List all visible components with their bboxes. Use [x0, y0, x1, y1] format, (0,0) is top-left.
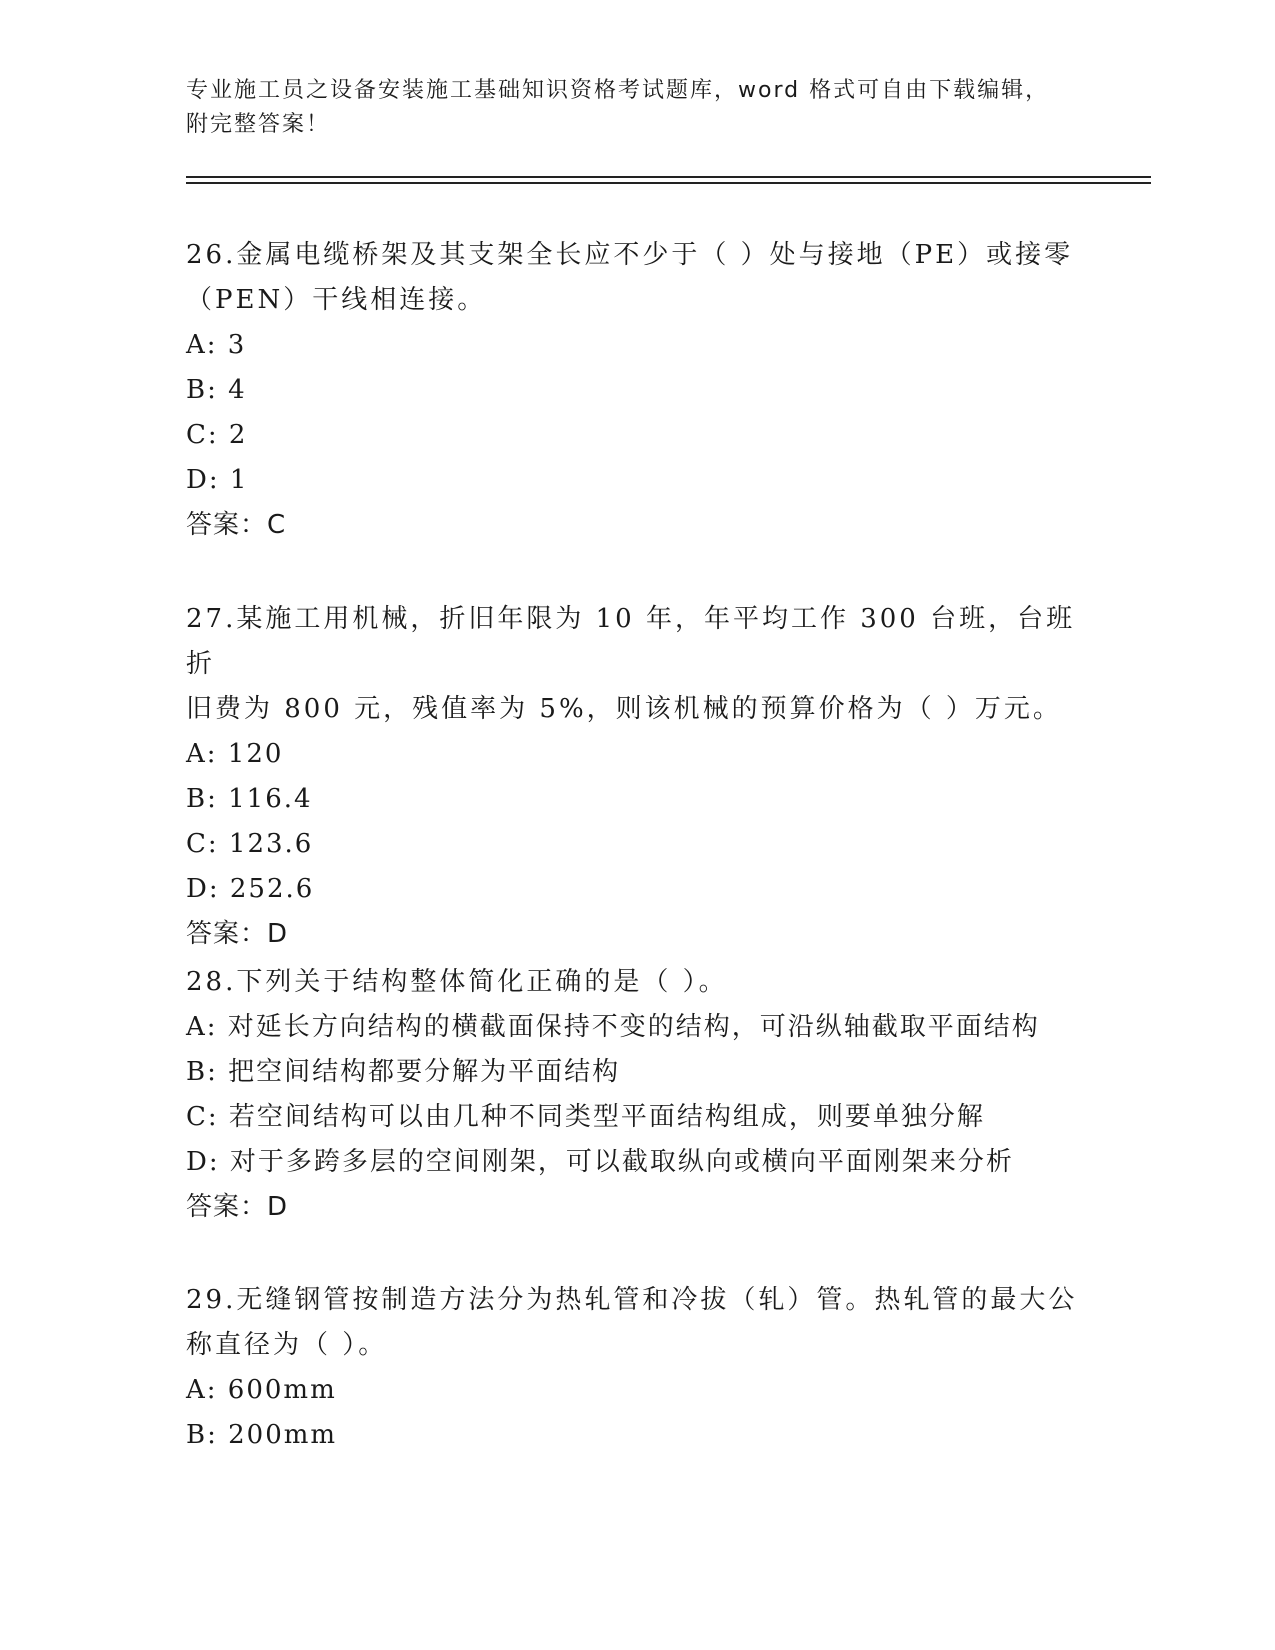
option-list	[186, 1005, 1086, 1185]
question-stem-line: 29.无缝钢管按制造方法分为热轧管和冷拔（轧）管。热轧管的最大公	[186, 1285, 1078, 1315]
header-divider-bottom	[186, 182, 1151, 184]
header-divider-top	[186, 176, 1151, 178]
header-line-2: 附完整答案！	[186, 112, 331, 137]
option-a: A: 120	[186, 739, 284, 769]
option-c: C: 123.6	[186, 829, 314, 859]
option-c: C: 若空间结构可以由几种不同类型平面结构组成，则要单独分解	[186, 1102, 985, 1132]
option-d: D: 1	[186, 465, 249, 495]
question-stem-line: 28.下列关于结构整体简化正确的是（ ）。	[186, 967, 728, 997]
answer-label: 答案：C	[186, 510, 287, 540]
question-28	[186, 960, 1086, 1230]
option-c: C: 2	[186, 420, 248, 450]
option-list	[186, 323, 1086, 503]
question-stem-line: 26.金属电缆桥架及其支架全长应不少于（ ）处与接地（PE）或接零	[186, 240, 1074, 270]
option-a: A: 3	[186, 330, 247, 360]
option-a: A: 600mm	[186, 1375, 337, 1405]
option-list	[186, 732, 1086, 912]
option-d: D: 对于多跨多层的空间刚架，可以截取纵向或横向平面刚架来分析	[186, 1147, 1014, 1177]
document-header	[186, 74, 1066, 142]
option-b: B: 200mm	[186, 1420, 338, 1450]
answer-label: 答案：D	[186, 1192, 289, 1222]
option-d: D: 252.6	[186, 874, 315, 904]
question-stem-line: 旧费为 800 元，残值率为 5%，则该机械的预算价格为（ ）万元。	[186, 694, 1062, 724]
option-a: A: 对延长方向结构的横截面保持不变的结构，可沿纵轴截取平面结构	[186, 1012, 1040, 1042]
question-stem-line: （PEN）干线相连接。	[186, 285, 487, 315]
question-26	[186, 233, 1086, 548]
option-b: B: 116.4	[186, 784, 313, 814]
answer-label: 答案：D	[186, 919, 289, 949]
question-27	[186, 597, 1086, 957]
option-list	[186, 1368, 1086, 1458]
question-29	[186, 1278, 1086, 1458]
option-b: B: 4	[186, 375, 247, 405]
question-stem-line: 27.某施工用机械，折旧年限为 10 年，年平均工作 300 台班，台班折	[186, 604, 1076, 679]
option-b: B: 把空间结构都要分解为平面结构	[186, 1057, 621, 1087]
question-stem-line: 称直径为（ ）。	[186, 1330, 388, 1360]
header-line-1: 专业施工员之设备安装施工基础知识资格考试题库，word 格式可自由下载编辑，	[186, 78, 1050, 103]
